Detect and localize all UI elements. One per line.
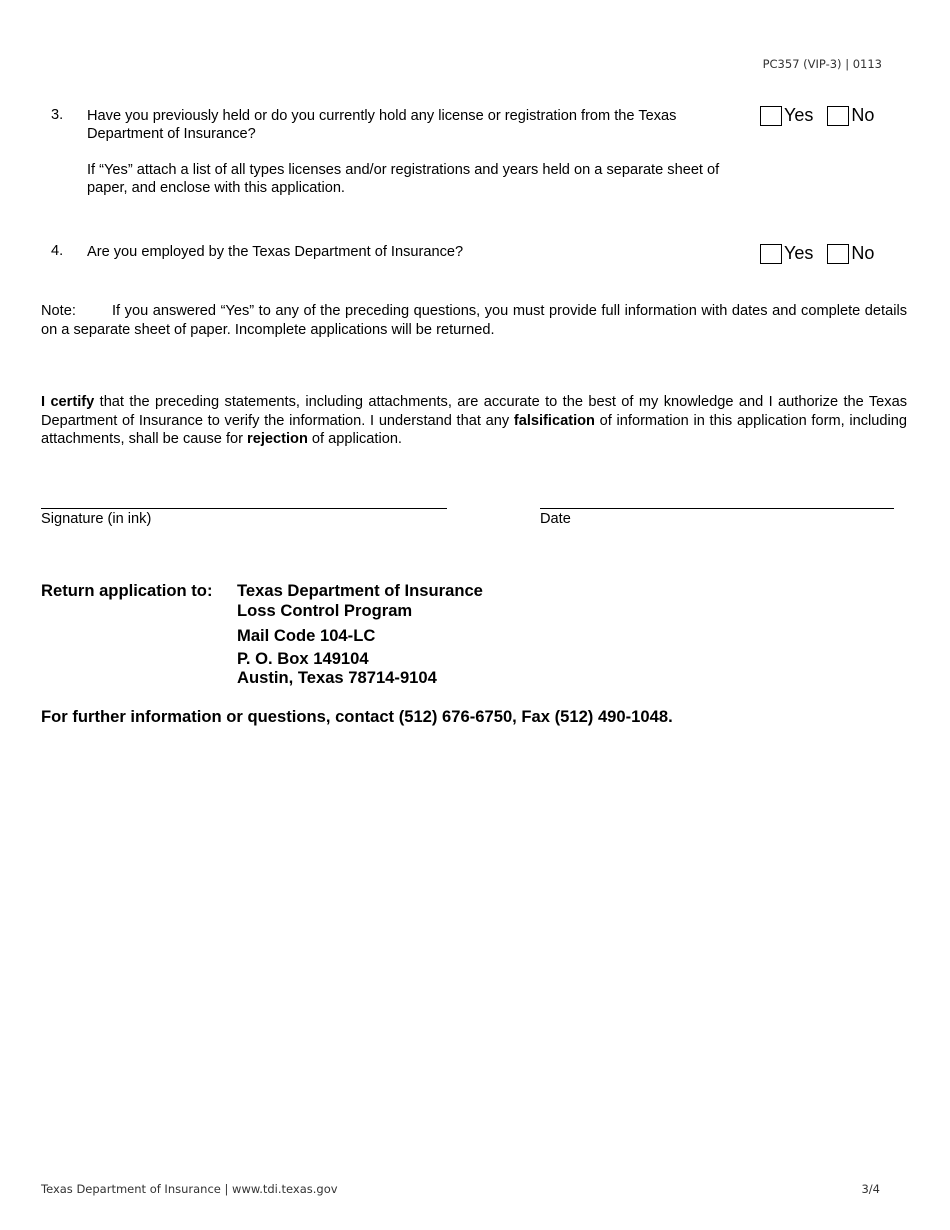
certification-text-2: of information in this application form, including attachments, shall be cause for [41,412,907,447]
note-paragraph [41,302,907,339]
address-line-3: Mail Code 104-LC [237,626,376,645]
question-4-no-option[interactable] [827,243,874,264]
question-4-no-label: No [851,243,875,263]
signature-label: Signature (in ink) [41,511,152,527]
question-4-options [760,243,874,264]
question-4-yes-checkbox[interactable] [760,244,782,264]
page-number: 3/4 [861,1182,880,1196]
question-3-no-label: No [851,105,875,125]
note-text: If you answered “Yes” to any of the preceding questions, you must provide full information with dates and complete details on a separate sheet of paper. Incomplete applications will be returned. [41,303,907,338]
question-3-number: 3. [51,107,64,123]
address-line-1: Texas Department of Insurance [237,581,483,600]
date-line[interactable] [540,508,894,509]
question-3-text: Have you previously held or do you currently hold any license or registration from the Texas Department of Insurance? [87,108,677,142]
certification-text-1: that the preceding statements, including attachments, are accurate to the best of my knowledge and I authorize the Texas Department of Insurance to verify the information. I understand that any [41,394,907,429]
question-3-no-option[interactable] [827,105,874,126]
question-4-yes-option[interactable] [760,243,813,264]
question-4-no-checkbox[interactable] [827,244,849,264]
question-3-yes-label: Yes [784,105,814,125]
address-line-2: Loss Control Program [237,601,413,620]
question-3-subtext: If “Yes” attach a list of all types licenses and/or registrations and years held on a separate sheet of paper, and enclose with this application. [87,162,720,196]
falsification-bold: falsification [513,412,595,429]
form-code: PC357 (VIP-3) | 0113 [762,57,882,71]
certification-text-3: of application. [307,431,402,447]
footer-text: Texas Department of Insurance | www.tdi.texas.gov [41,1182,338,1196]
note-label: Note: [41,303,76,319]
question-3-yes-checkbox[interactable] [760,106,782,126]
question-4-text: Are you employed by the Texas Department of Insurance? [87,244,464,260]
return-label: Return application to: [41,581,213,600]
certify-bold: I certify [41,394,95,410]
date-label: Date [540,511,571,527]
question-3-yes-option[interactable] [760,105,813,126]
contact-info: For further information or questions, contact (512) 676-6750, Fax (512) 490-1048. [41,707,673,726]
question-3-no-checkbox[interactable] [827,106,849,126]
address-line-5: Austin, Texas 78714-9104 [237,668,437,687]
rejection-bold: rejection [247,431,308,447]
certification-paragraph [41,393,907,449]
address-line-4: P. O. Box 149104 [237,649,369,668]
signature-line[interactable] [41,508,447,509]
question-4-yes-label: Yes [784,243,814,263]
question-3-options [760,105,874,126]
question-4-number: 4. [51,243,64,259]
